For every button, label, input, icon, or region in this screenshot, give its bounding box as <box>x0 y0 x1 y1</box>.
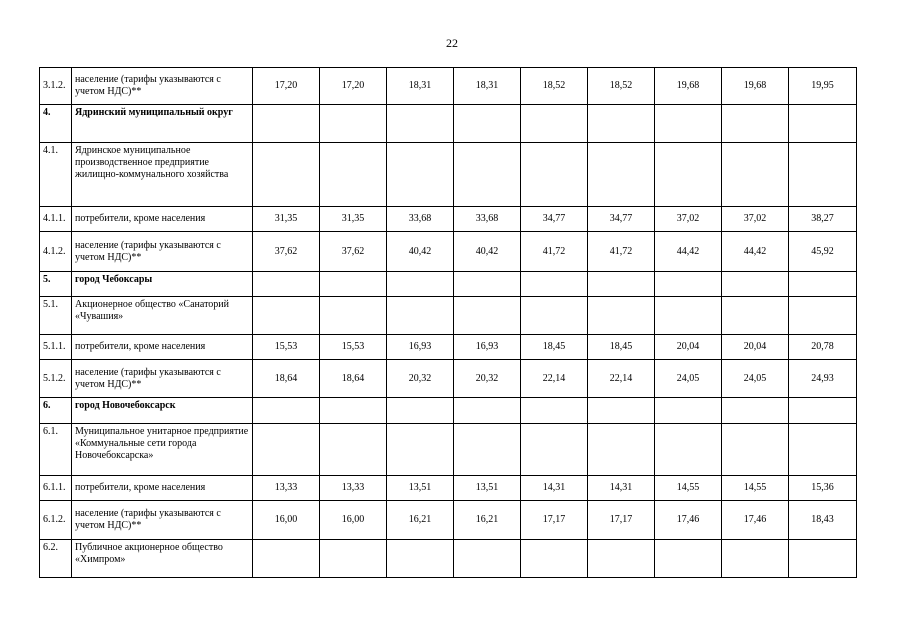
tariff-value-cell: 18,31 <box>387 68 454 105</box>
tariff-value-cell: 17,17 <box>521 501 588 540</box>
row-name-cell: Муниципальное унитарное предприятие «Коммунальные сети города Новочебоксарска» <box>72 424 253 476</box>
tariff-value-cell <box>588 272 655 297</box>
tariff-value-cell: 18,43 <box>789 501 857 540</box>
tariff-value-cell: 31,35 <box>253 207 320 232</box>
row-name-cell: население (тарифы указываются с учетом НДС)** <box>72 360 253 398</box>
table-row <box>40 207 857 232</box>
page-number: 22 <box>446 36 458 50</box>
table-row <box>40 540 857 578</box>
tariff-value-cell: 19,95 <box>789 68 857 105</box>
table-row <box>40 476 857 501</box>
tariff-value-cell: 20,32 <box>454 360 521 398</box>
row-code-cell: 5.1.2. <box>40 360 72 398</box>
row-code-cell: 6. <box>40 398 72 424</box>
tariff-value-cell <box>387 398 454 424</box>
tariff-value-cell <box>320 105 387 143</box>
tariff-value-cell <box>722 424 789 476</box>
tariff-value-cell: 41,72 <box>521 232 588 272</box>
tariff-value-cell: 31,35 <box>320 207 387 232</box>
tariff-value-cell <box>521 143 588 207</box>
tariff-value-cell: 17,46 <box>722 501 789 540</box>
tariff-value-cell: 22,14 <box>588 360 655 398</box>
row-code-cell: 5.1.1. <box>40 335 72 360</box>
table-row <box>40 360 857 398</box>
tariff-value-cell: 14,55 <box>722 476 789 501</box>
tariff-value-cell <box>320 540 387 578</box>
tariff-value-cell: 16,00 <box>320 501 387 540</box>
tariff-value-cell: 38,27 <box>789 207 857 232</box>
table-row <box>40 424 857 476</box>
tariff-value-cell <box>789 398 857 424</box>
tariff-value-cell <box>655 105 722 143</box>
tariff-value-cell <box>588 143 655 207</box>
tariff-value-cell <box>454 105 521 143</box>
tariff-value-cell: 16,21 <box>454 501 521 540</box>
row-code-cell: 5. <box>40 272 72 297</box>
tariff-value-cell: 16,93 <box>387 335 454 360</box>
tariff-value-cell <box>722 398 789 424</box>
tariff-value-cell: 15,53 <box>320 335 387 360</box>
tariff-value-cell: 14,31 <box>521 476 588 501</box>
row-name-cell: Ядринский муниципальный округ <box>72 105 253 143</box>
row-code-cell: 3.1.2. <box>40 68 72 105</box>
row-name-cell: потребители, кроме населения <box>72 335 253 360</box>
row-code-cell: 4.1.1. <box>40 207 72 232</box>
tariff-value-cell <box>588 424 655 476</box>
row-code-cell: 6.1.2. <box>40 501 72 540</box>
tariff-value-cell <box>521 272 588 297</box>
tariff-value-cell <box>588 398 655 424</box>
tariff-value-cell <box>588 540 655 578</box>
table-row <box>40 501 857 540</box>
tariff-value-cell <box>320 143 387 207</box>
tariff-value-cell: 18,64 <box>253 360 320 398</box>
tariff-value-cell <box>253 105 320 143</box>
tariff-value-cell: 41,72 <box>588 232 655 272</box>
tariff-value-cell: 13,33 <box>320 476 387 501</box>
tariff-value-cell <box>454 297 521 335</box>
tariff-value-cell <box>253 398 320 424</box>
tariff-value-cell: 37,02 <box>655 207 722 232</box>
tariff-value-cell <box>789 424 857 476</box>
tariff-value-cell <box>722 105 789 143</box>
tariff-value-cell <box>253 424 320 476</box>
tariff-value-cell: 44,42 <box>722 232 789 272</box>
tariff-value-cell: 17,46 <box>655 501 722 540</box>
row-code-cell: 6.2. <box>40 540 72 578</box>
table-row <box>40 272 857 297</box>
tariff-value-cell <box>789 297 857 335</box>
tariff-value-cell <box>521 297 588 335</box>
tariff-value-cell: 17,17 <box>588 501 655 540</box>
table-row <box>40 297 857 335</box>
tariff-value-cell: 19,68 <box>655 68 722 105</box>
tariff-value-cell <box>253 540 320 578</box>
tariff-value-cell <box>588 297 655 335</box>
tariff-value-cell <box>320 272 387 297</box>
tariff-value-cell: 15,53 <box>253 335 320 360</box>
tariff-value-cell: 24,05 <box>655 360 722 398</box>
tariff-value-cell: 33,68 <box>387 207 454 232</box>
tariff-value-cell <box>387 105 454 143</box>
tariff-value-cell: 14,31 <box>588 476 655 501</box>
tariff-value-cell: 24,05 <box>722 360 789 398</box>
tariff-value-cell <box>454 272 521 297</box>
row-name-cell: потребители, кроме населения <box>72 476 253 501</box>
tariff-value-cell <box>655 297 722 335</box>
tariff-value-cell: 22,14 <box>521 360 588 398</box>
tariff-value-cell: 18,64 <box>320 360 387 398</box>
row-name-cell: население (тарифы указываются с учетом НДС)** <box>72 501 253 540</box>
row-name-cell: Публичное акционерное общество «Химпром» <box>72 540 253 578</box>
tariff-value-cell: 18,31 <box>454 68 521 105</box>
tariff-value-cell <box>588 105 655 143</box>
row-name-cell: город Чебоксары <box>72 272 253 297</box>
tariff-value-cell <box>789 272 857 297</box>
tariff-value-cell: 13,33 <box>253 476 320 501</box>
tariff-value-cell: 17,20 <box>320 68 387 105</box>
tariff-value-cell <box>387 540 454 578</box>
tariff-value-cell: 20,04 <box>655 335 722 360</box>
tariff-value-cell <box>655 272 722 297</box>
tariff-value-cell <box>320 398 387 424</box>
tariff-value-cell <box>655 143 722 207</box>
row-code-cell: 4.1.2. <box>40 232 72 272</box>
table-row <box>40 398 857 424</box>
table-row <box>40 335 857 360</box>
tariff-value-cell <box>722 272 789 297</box>
row-name-cell: потребители, кроме населения <box>72 207 253 232</box>
tariff-value-cell <box>387 297 454 335</box>
tariff-value-cell: 20,04 <box>722 335 789 360</box>
tariff-value-cell <box>655 424 722 476</box>
row-name-cell: Ядринское муниципальное производственное предприятие жилищно-коммунального хозяйства <box>72 143 253 207</box>
row-code-cell: 6.1.1. <box>40 476 72 501</box>
tariff-value-cell <box>722 297 789 335</box>
tariff-value-cell <box>253 272 320 297</box>
tariff-value-cell: 24,93 <box>789 360 857 398</box>
tariff-value-cell: 20,78 <box>789 335 857 360</box>
tariff-table <box>39 67 857 578</box>
tariff-value-cell <box>387 143 454 207</box>
tariff-value-cell <box>454 424 521 476</box>
row-name-cell: город Новочебоксарск <box>72 398 253 424</box>
tariff-value-cell <box>454 398 521 424</box>
tariff-value-cell <box>655 398 722 424</box>
table-row <box>40 232 857 272</box>
tariff-value-cell: 37,62 <box>253 232 320 272</box>
tariff-value-cell: 16,21 <box>387 501 454 540</box>
row-code-cell: 4.1. <box>40 143 72 207</box>
tariff-value-cell: 18,52 <box>521 68 588 105</box>
tariff-value-cell <box>387 424 454 476</box>
row-code-cell: 4. <box>40 105 72 143</box>
tariff-value-cell: 34,77 <box>521 207 588 232</box>
tariff-value-cell: 20,32 <box>387 360 454 398</box>
tariff-value-cell <box>521 105 588 143</box>
tariff-value-cell: 13,51 <box>454 476 521 501</box>
tariff-value-cell <box>253 143 320 207</box>
tariff-value-cell <box>521 424 588 476</box>
tariff-value-cell <box>521 398 588 424</box>
tariff-value-cell: 37,02 <box>722 207 789 232</box>
tariff-value-cell: 17,20 <box>253 68 320 105</box>
tariff-value-cell <box>521 540 588 578</box>
tariff-value-cell <box>722 540 789 578</box>
tariff-value-cell: 18,45 <box>521 335 588 360</box>
tariff-value-cell <box>320 424 387 476</box>
tariff-value-cell: 34,77 <box>588 207 655 232</box>
tariff-value-cell: 37,62 <box>320 232 387 272</box>
tariff-value-cell: 16,00 <box>253 501 320 540</box>
tariff-value-cell <box>387 272 454 297</box>
row-code-cell: 5.1. <box>40 297 72 335</box>
row-name-cell: население (тарифы указываются с учетом НДС)** <box>72 232 253 272</box>
tariff-value-cell: 33,68 <box>454 207 521 232</box>
tariff-value-cell <box>655 540 722 578</box>
tariff-value-cell <box>454 143 521 207</box>
table-row <box>40 143 857 207</box>
tariff-value-cell: 16,93 <box>454 335 521 360</box>
tariff-value-cell <box>253 297 320 335</box>
tariff-value-cell: 13,51 <box>387 476 454 501</box>
tariff-value-cell: 40,42 <box>454 232 521 272</box>
tariff-value-cell: 18,45 <box>588 335 655 360</box>
tariff-value-cell: 14,55 <box>655 476 722 501</box>
row-name-cell: Акционерное общество «Санаторий «Чувашия» <box>72 297 253 335</box>
tariff-value-cell <box>789 540 857 578</box>
table-row <box>40 105 857 143</box>
row-code-cell: 6.1. <box>40 424 72 476</box>
tariff-value-cell <box>454 540 521 578</box>
tariff-value-cell: 15,36 <box>789 476 857 501</box>
table-body <box>40 68 857 578</box>
tariff-value-cell: 45,92 <box>789 232 857 272</box>
row-name-cell: население (тарифы указываются с учетом НДС)** <box>72 68 253 105</box>
tariff-value-cell: 40,42 <box>387 232 454 272</box>
tariff-value-cell <box>789 143 857 207</box>
tariff-value-cell: 19,68 <box>722 68 789 105</box>
table-row <box>40 68 857 105</box>
tariff-value-cell <box>320 297 387 335</box>
tariff-value-cell: 18,52 <box>588 68 655 105</box>
tariff-value-cell <box>722 143 789 207</box>
tariff-value-cell: 44,42 <box>655 232 722 272</box>
tariff-value-cell <box>789 105 857 143</box>
